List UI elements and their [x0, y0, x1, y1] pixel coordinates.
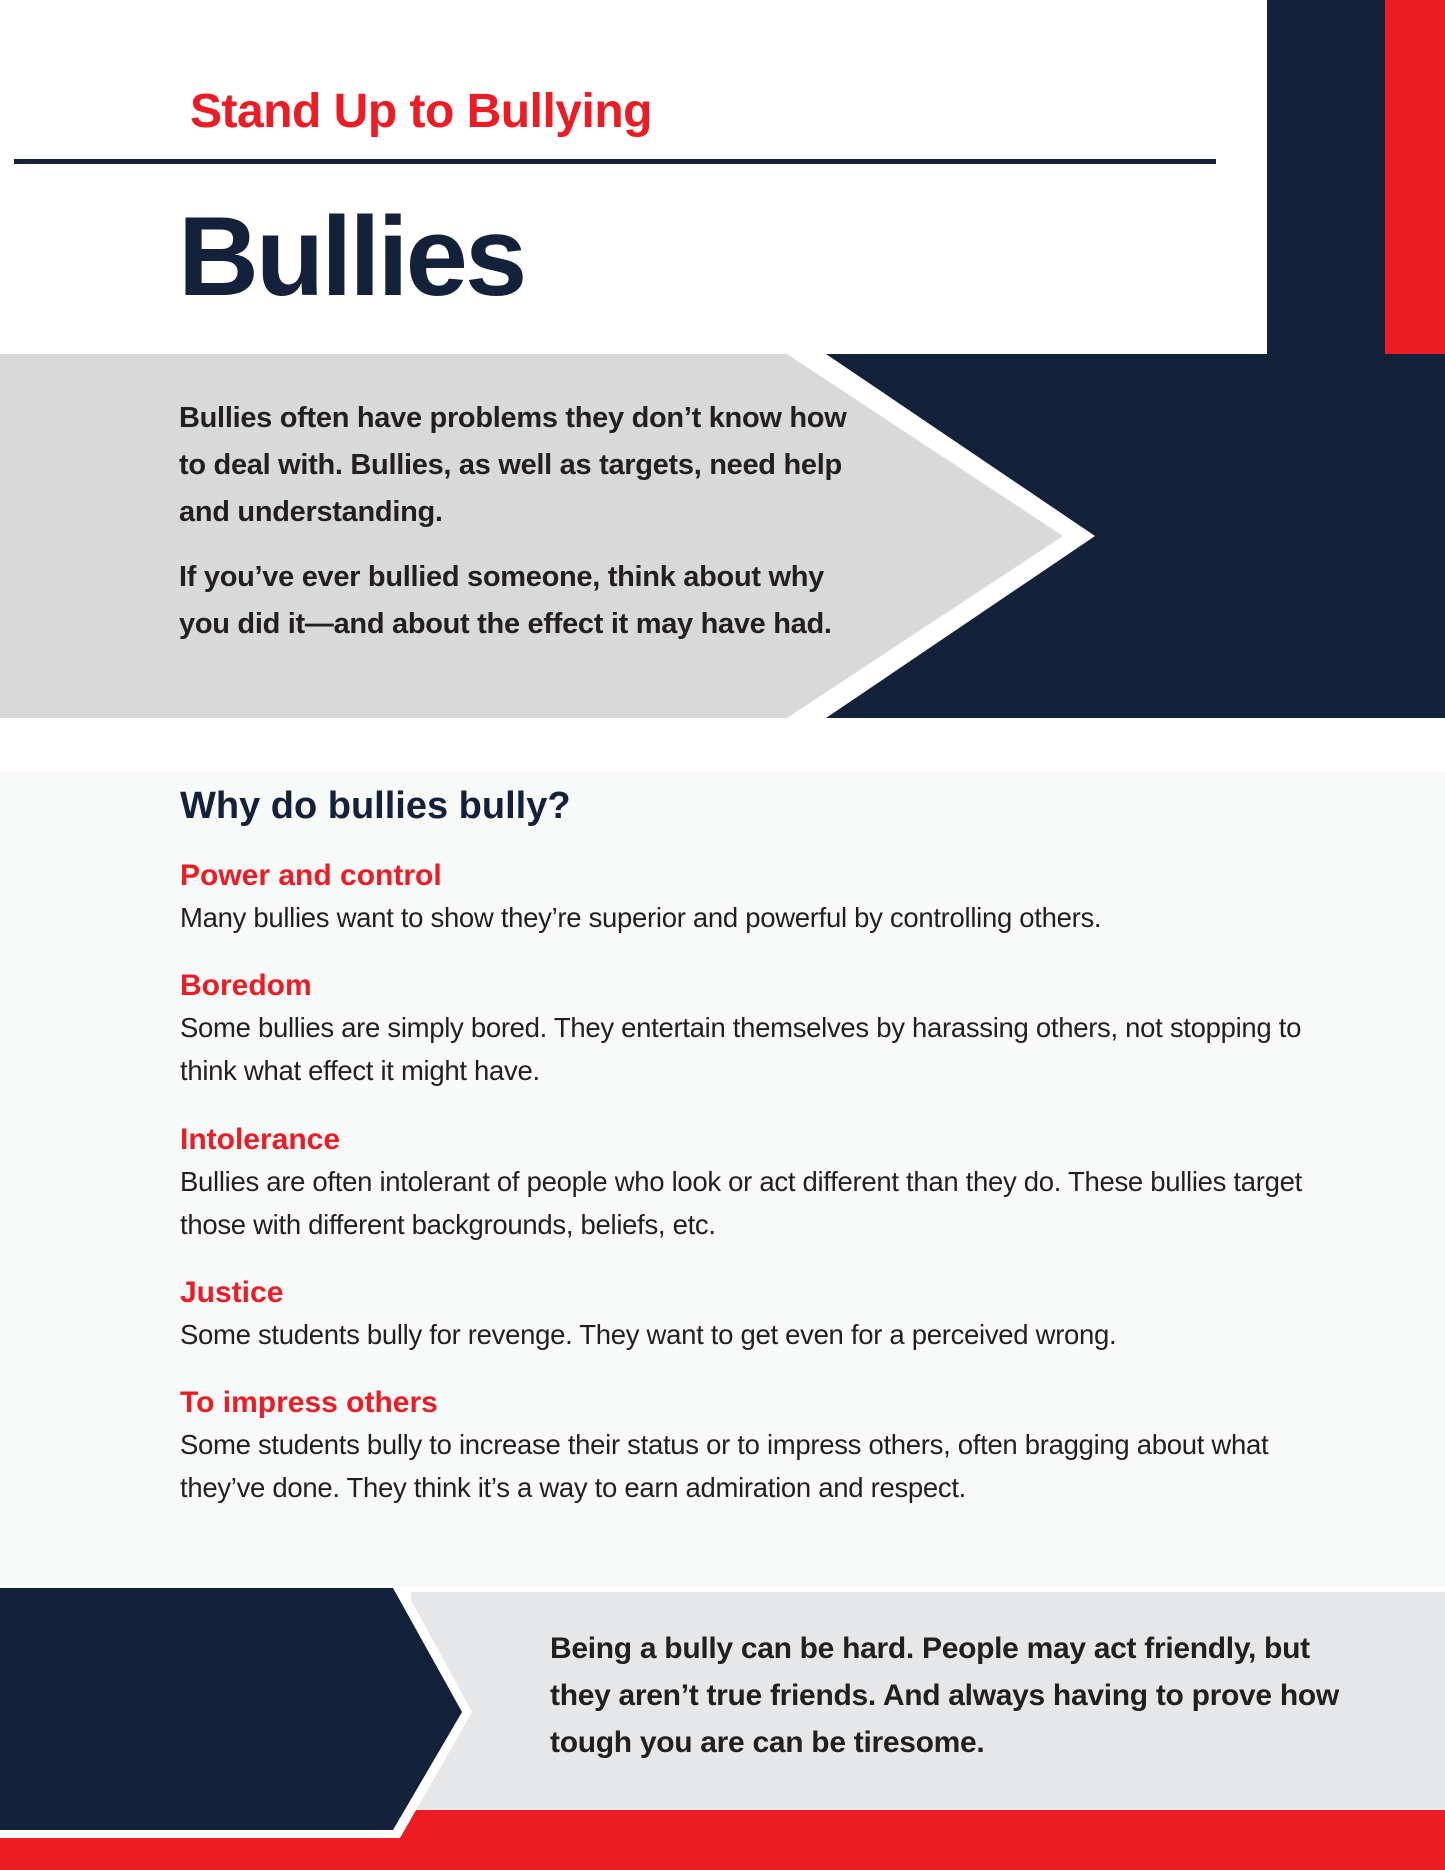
reason-body: Some students bully to increase their status or to impress others, often bragging about what they’ve done. They think it’s a way to earn admiration and respect.: [180, 1429, 1269, 1503]
red-bottom-bar: [395, 1810, 1445, 1870]
red-vertical-bar: [1385, 0, 1445, 354]
reason-title: Power and control: [180, 859, 442, 892]
reason-boredom: [180, 966, 1330, 1092]
series-kicker: Stand Up to Bullying: [190, 85, 652, 138]
reason-impress-others: [180, 1383, 1330, 1509]
closing-callout: Being a bully can be hard. People may act friendly, but they aren’t true friends. And always having to prove how tough you are can be tiresome.: [550, 1632, 1339, 1759]
intro-paragraph-1: Bullies often have problems they don’t know how to deal with. Bullies, as well as targets, need help and understanding.: [179, 402, 847, 528]
intro-paragraph-2: If you’ve ever bullied someone, think about why you did it—and about the effect it may have had.: [179, 561, 832, 640]
reason-title: To impress others: [180, 1386, 438, 1419]
reason-body: Some students bully for revenge. They want to get even for a perceived wrong.: [180, 1319, 1117, 1350]
reason-justice: [180, 1273, 1330, 1356]
reason-body: Bullies are often intolerant of people who look or act different than they do. These bullies target those with different backgrounds, beliefs, etc.: [180, 1166, 1302, 1240]
page-title: Bullies: [178, 194, 525, 319]
section-heading: Why do bullies bully?: [180, 785, 571, 827]
reason-intolerance: [180, 1120, 1330, 1246]
navy-vertical-bar: [1267, 0, 1385, 354]
reason-power-control: [180, 856, 1330, 939]
reason-title: Boredom: [180, 969, 312, 1002]
reason-body: Many bullies want to show they’re superior and powerful by controlling others.: [180, 902, 1102, 933]
reason-body: Some bullies are simply bored. They entertain themselves by harassing others, not stopping to think what effect it might have.: [180, 1012, 1302, 1086]
reason-title: Intolerance: [180, 1123, 341, 1156]
navy-bottom-arrow: [0, 1588, 462, 1830]
red-bottom-bar-left: [0, 1838, 400, 1870]
header-divider: [14, 159, 1216, 164]
reason-title: Justice: [180, 1276, 284, 1309]
